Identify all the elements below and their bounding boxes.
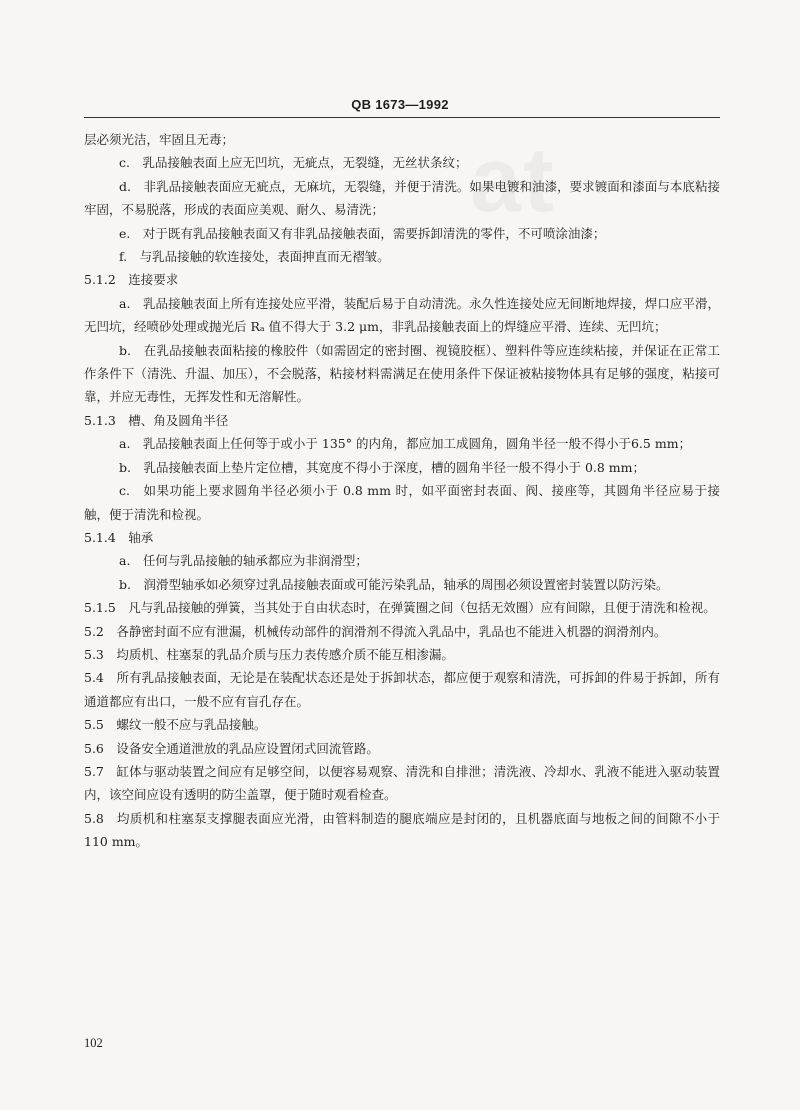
clause-5-2: 5.2 各静密封面不应有泄漏，机械传动部件的润滑剂不得流入乳品中，乳品也不能进入机器的润滑剂内。: [84, 623, 667, 639]
clause-5-4: 5.4 所有乳品接触表面，无论是在装配状态还是处于拆卸状态，都应便于观察和清洗，可拆卸的件易于拆卸，所有通道都应有出口，一般不应有盲孔存在。: [84, 670, 720, 709]
document-body: [84, 128, 720, 854]
watermark: at: [470, 129, 556, 231]
page-number: 102: [84, 1036, 103, 1050]
list-item-e: e. 对于既有乳品接触表面又有非乳品接触表面，需要拆卸清洗的零件，不可喷涂油漆；: [119, 225, 606, 241]
clause-5-3: 5.3 均质机、柱塞泵的乳品介质与压力表传感介质不能互相渗漏。: [84, 646, 454, 662]
list-item-a: a. 乳品接触表面上所有连接处应平滑，装配后易于自动清洗。永久性连接处应无间断地焊接，焊口应平滑，无凹坑，经喷砂处理或抛光后 Rₐ 值不得大于 3.2 μm，非乳品接触表面上的焊缝应平滑、连续、无凹坑；: [84, 295, 720, 335]
page-header-standard-number: QB 1673—1992: [351, 97, 449, 112]
list-item-a: a. 任何与乳品接触的轴承都应为非润滑型；: [119, 553, 368, 569]
section-heading-5-1-3: 5.1.3 槽、角及圆角半径: [84, 412, 229, 428]
list-item-f: f. 与乳品接触的软连接处，表面抻直而无褶皱。: [119, 249, 390, 265]
section-heading-5-1-4: 5.1.4 轴承: [84, 529, 154, 545]
clause-5-7: 5.7 缸体与驱动装置之间应有足够空间，以便容易观察、清洗和自排泄；清洗液、冷却水、乳液不能进入驱动装置内，该空间应设有透明的防尘盖罩，便于随时观看检查。: [84, 763, 720, 803]
list-item-b: b. 乳品接触表面上垫片定位槽，其宽度不得小于深度，槽的圆角半径一般不得小于 0.8 mm；: [119, 459, 646, 475]
section-heading-5-1-2: 5.1.2 连接要求: [84, 272, 179, 288]
list-item-c: c. 乳品接触表面上应无凹坑，无疵点，无裂缝，无丝状条纹；: [119, 155, 468, 171]
list-item-a: a. 乳品接触表面上任何等于或小于 135° 的内角，都应加工成圆角，圆角半径一般不得小于6.5 mm；: [119, 436, 692, 452]
list-item-c: c. 如果功能上要求圆角半径必须小于 0.8 mm 时，如平面密封表面、阀、接座等，其圆角半径应易于接触，便于清洗和检视。: [84, 483, 720, 522]
clause-5-8: 5.8 均质机和柱塞泵支撑腿表面应光滑，由管料制造的腿底端应是封闭的，且机器底面与地板之间的间隙不小于 110 mm。: [84, 810, 720, 850]
header-rule: [84, 117, 720, 118]
clause-5-5: 5.5 螺纹一般不应与乳品接触。: [84, 717, 267, 733]
list-item-b: b. 润滑型轴承如必须穿过乳品接触表面或可能污染乳品，轴承的周围必须设置密封装置以防污染。: [119, 576, 669, 592]
clause-5-1-5: 5.1.5 凡与乳品接触的弹簧，当其处于自由状态时，在弹簧圈之间（包括无效圈）应有间隙，且便于清洗和检视。: [84, 600, 716, 616]
text-line: 层必须光洁，牢固且无毒；: [84, 132, 235, 147]
list-item-d: d. 非乳品接触表面应无疵点，无麻坑，无裂缝，并便于清洗。如果电镀和油漆，要求镀面和漆面与本底粘接牢固，不易脱落，形成的表面应美观、耐久、易清洗；: [84, 178, 720, 218]
list-item-b: b. 在乳品接触表面粘接的橡胶件（如需固定的密封圈、视镜胶框）、塑料件等应连续粘接，并保证在正常工作条件下（清洗、升温、加压），不会脱落，粘接材料需满足在使用条件下保证被粘接物体具有足够的强度，粘接可靠，并应无毒性，无挥发性和无溶解性。: [84, 342, 720, 405]
clause-5-6: 5.6 设备安全通道泄放的乳品应设置闭式回流管路。: [84, 740, 379, 756]
